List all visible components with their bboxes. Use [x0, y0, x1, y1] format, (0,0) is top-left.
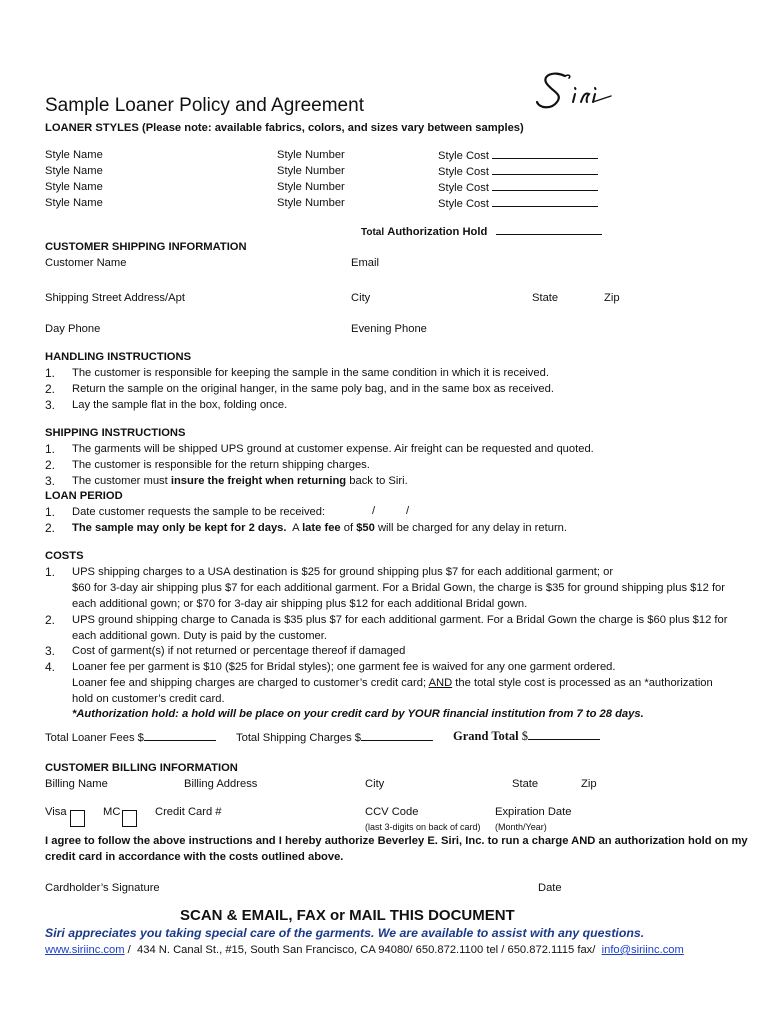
list-text: Date customer requests the sample to be received:	[72, 506, 326, 518]
style-name-label: Style Name	[45, 165, 103, 177]
list-text: Lay the sample flat in the box, folding once.	[72, 399, 288, 411]
customer-name-label[interactable]: Customer Name	[45, 257, 127, 269]
total-authorization-hold-field[interactable]	[361, 224, 602, 240]
style-name-label: Style Name	[45, 149, 103, 161]
list-number: 3.	[45, 644, 56, 658]
list-text	[72, 473, 408, 489]
style-name-label: Style Name	[45, 197, 103, 209]
list-text: The customer is responsible for the return shipping charges.	[72, 459, 370, 471]
style-cost-label: Style Cost	[438, 166, 489, 178]
list-text: $60 for 3-day air shipping plus $7 for each additional garment. For a Bridal Gown, the charge is $35 for ground shipping plus $12 for	[72, 582, 725, 594]
text-emphasis: insure the freight when returning	[170, 475, 347, 487]
footer-tagline: Siri appreciates you taking special care of the garments. We are available to assist with any questions.	[45, 926, 645, 940]
loan-period-heading: LOAN PERIOD	[45, 490, 123, 502]
text-emphasis: late fee	[302, 522, 341, 534]
list-text	[72, 675, 713, 691]
ccv-code-label[interactable]: CCV Code	[365, 806, 419, 818]
authorization-note: *Authorization hold: a hold will be place on your credit card by YOUR financial institution from 7 to 28 days.	[72, 708, 644, 720]
loaner-styles-subtitle: LOANER STYLES (Please note: available fabrics, colors, and sizes vary between samples)	[45, 122, 524, 134]
agreement-text: I agree to follow the above instructions and I hereby authorize Beverley E. Siri, Inc. to run a charge AND an authorization hold on my	[45, 835, 748, 847]
grand-total-label: Grand Total	[453, 729, 519, 743]
text-emphasis: $50	[356, 522, 375, 534]
style-number-label: Style Number	[277, 165, 345, 177]
text-part: of	[340, 522, 357, 534]
list-text	[72, 520, 567, 536]
text-emphasis: The sample may only be kept for 2 days.	[72, 522, 287, 534]
zip-label[interactable]: Zip	[604, 292, 620, 304]
billing-address-label[interactable]: Billing Address	[184, 778, 258, 790]
list-number: 1.	[45, 565, 56, 579]
style-cost-label: Style Cost	[438, 182, 489, 194]
list-number: 2.	[45, 458, 56, 472]
list-number: 1.	[45, 366, 56, 380]
visa-label: Visa	[45, 806, 67, 818]
total-loaner-fees-label: Total Loaner Fees $	[45, 732, 144, 744]
list-text: hold on customer’s credit card.	[72, 693, 225, 705]
billing-heading: CUSTOMER BILLING INFORMATION	[45, 762, 238, 774]
list-text: each additional gown. Duty is paid by the customer.	[72, 630, 327, 642]
address-text: / 434 N. Canal St., #15, South San Francisco, CA 94080/ 650.872.1100 tel / 650.872.1115 fax/	[124, 944, 602, 956]
grand-total-field[interactable]	[453, 729, 600, 743]
list-number: 1.	[45, 442, 56, 456]
cardholder-signature-label[interactable]: Cardholder’s Signature	[45, 882, 160, 894]
list-text: The garments will be shipped UPS ground at customer expense. Air freight can be requested and quoted.	[72, 443, 594, 455]
day-phone-label[interactable]: Day Phone	[45, 323, 101, 335]
state-label[interactable]: State	[532, 292, 559, 304]
style-name-label: Style Name	[45, 181, 103, 193]
authorization-hold-label: Authorization Hold	[387, 226, 488, 238]
billing-state-label[interactable]: State	[512, 778, 539, 790]
style-cost-field[interactable]	[438, 180, 598, 195]
list-number: 4.	[45, 660, 56, 674]
date-separator: /	[406, 505, 410, 517]
total-shipping-charges-label: Total Shipping Charges $	[236, 732, 362, 744]
list-text: UPS shipping charges to a USA destination is $25 for ground shipping plus $7 for each additional garment; or	[72, 566, 614, 578]
submit-instructions-headline: SCAN & EMAIL, FAX or MAIL THIS DOCUMENT	[180, 907, 515, 924]
text-part: will be charged for any delay in return.	[374, 522, 568, 534]
text-part: The customer must	[72, 475, 171, 487]
grand-total-dollar: $	[521, 729, 529, 743]
list-text: each additional gown; or $70 for 3-day air shipping plus $12 for each additional Bridal gown.	[72, 598, 528, 610]
mc-checkbox[interactable]	[122, 810, 137, 827]
expiration-note: (Month/Year)	[495, 822, 547, 832]
text-part: A	[286, 522, 303, 534]
style-cost-field[interactable]	[438, 164, 598, 179]
credit-card-label[interactable]: Credit Card #	[155, 806, 222, 818]
list-text: Cost of garment(s) if not returned or percentage thereof if damaged	[72, 645, 406, 657]
total-prefix: Total	[361, 227, 385, 238]
list-number: 2.	[45, 613, 56, 627]
list-text: The customer is responsible for keeping the sample in the same condition in which it is received.	[72, 367, 549, 379]
text-part: back to Siri.	[346, 475, 408, 487]
visa-checkbox[interactable]	[70, 810, 85, 827]
date-separator: /	[372, 505, 376, 517]
total-loaner-fees-field[interactable]	[45, 730, 216, 745]
style-cost-field[interactable]	[438, 196, 598, 211]
style-cost-field[interactable]	[438, 148, 598, 163]
list-number: 1.	[45, 505, 56, 519]
email-link[interactable]: info@siriinc.com	[601, 944, 684, 956]
list-text: Return the sample on the original hanger, in the same poly bag, and in the same box as received.	[72, 383, 554, 395]
style-number-label: Style Number	[277, 197, 345, 209]
signature-date-label[interactable]: Date	[538, 882, 562, 894]
city-label[interactable]: City	[351, 292, 371, 304]
footer-contact	[45, 943, 684, 957]
agreement-text: credit card in accordance with the costs outlined above.	[45, 851, 344, 863]
street-address-label[interactable]: Shipping Street Address/Apt	[45, 292, 185, 304]
billing-zip-label[interactable]: Zip	[581, 778, 597, 790]
siri-logo	[535, 68, 615, 112]
list-number: 3.	[45, 398, 56, 412]
ccv-note: (last 3-digits on back of card)	[365, 822, 481, 832]
page-title: Sample Loaner Policy and Agreement	[45, 95, 364, 116]
text-part: Loaner fee and shipping charges are charged to customer’s credit card;	[72, 677, 429, 689]
mc-label: MC	[103, 806, 121, 818]
style-number-label: Style Number	[277, 181, 345, 193]
list-text: Loaner fee per garment is $10 ($25 for Bridal styles); one garment fee is waived for any one garment ordered.	[72, 661, 616, 673]
billing-name-label[interactable]: Billing Name	[45, 778, 108, 790]
billing-city-label[interactable]: City	[365, 778, 385, 790]
list-text: UPS ground shipping charge to Canada is $35 plus $7 for each additional garment. For a Bridal Gown the charge is $60 plus $12 for	[72, 614, 728, 626]
shipping-instructions-heading: SHIPPING INSTRUCTIONS	[45, 427, 186, 439]
handling-heading: HANDLING INSTRUCTIONS	[45, 351, 192, 363]
email-label[interactable]: Email	[351, 257, 379, 269]
text-underline: AND	[428, 677, 453, 689]
list-number: 2.	[45, 521, 56, 535]
style-cost-label: Style Cost	[438, 150, 489, 162]
shipping-info-heading: CUSTOMER SHIPPING INFORMATION	[45, 241, 247, 253]
list-number: 2.	[45, 382, 56, 396]
website-link[interactable]: www.siriinc.com	[45, 944, 125, 956]
total-shipping-charges-field[interactable]	[236, 730, 433, 745]
style-cost-label: Style Cost	[438, 198, 489, 210]
costs-heading: COSTS	[45, 550, 84, 562]
style-number-label: Style Number	[277, 149, 345, 161]
text-part: the total style cost is processed as an *authorization	[452, 677, 713, 689]
expiration-date-label[interactable]: Expiration Date	[495, 806, 572, 818]
evening-phone-label[interactable]: Evening Phone	[351, 323, 427, 335]
list-number: 3.	[45, 474, 56, 488]
